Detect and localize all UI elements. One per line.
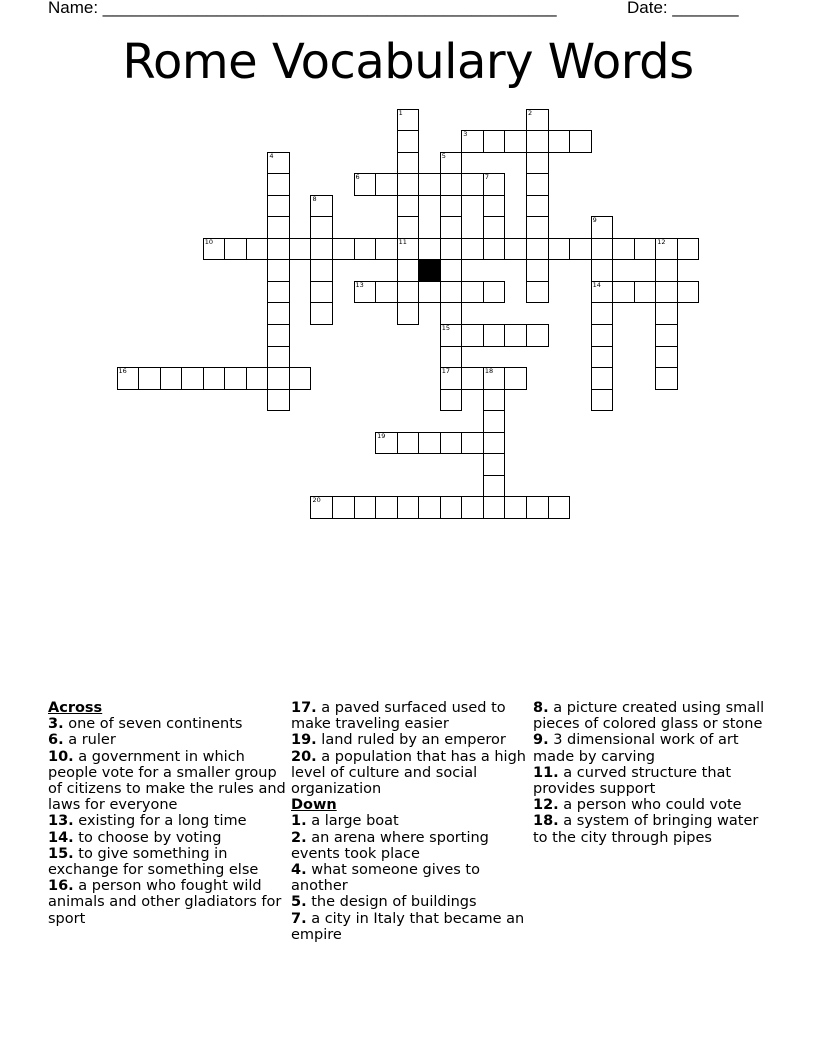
clue-item-number: 11.: [533, 764, 559, 781]
grid-cell[interactable]: [440, 238, 463, 261]
clue-item: [533, 700, 773, 732]
grid-cell[interactable]: [203, 238, 226, 261]
grid-cell[interactable]: [483, 389, 506, 412]
clue-item: [48, 846, 288, 878]
clue-item: [291, 911, 531, 943]
across-clue-list-continued: [291, 700, 531, 797]
grid-cell[interactable]: [310, 302, 333, 325]
across-clue-list: [48, 716, 288, 927]
grid-cell[interactable]: [332, 496, 355, 519]
grid-cell[interactable]: [397, 259, 420, 282]
grid-cell[interactable]: [440, 195, 463, 218]
grid-cell[interactable]: [267, 281, 290, 304]
grid-cell[interactable]: [655, 281, 678, 304]
grid-cell[interactable]: [591, 302, 614, 325]
clue-item: [291, 700, 531, 732]
grid-cell[interactable]: [418, 496, 441, 519]
clue-item-number: 1.: [291, 813, 307, 830]
grid-cell[interactable]: [418, 281, 441, 304]
grid-cell[interactable]: [526, 130, 549, 153]
grid-cell[interactable]: [267, 302, 290, 325]
grid-cell[interactable]: [440, 389, 463, 412]
clue-item-text: the design of buildings: [306, 894, 477, 911]
grid-cell[interactable]: [354, 281, 377, 304]
grid-cell[interactable]: [591, 389, 614, 412]
grid-cell[interactable]: [267, 216, 290, 239]
grid-cell[interactable]: [548, 496, 571, 519]
clue-item-number: 2.: [291, 829, 307, 846]
clue-item-number: 7.: [291, 910, 307, 927]
grid-cell[interactable]: [461, 432, 484, 455]
grid-cell[interactable]: [483, 367, 506, 390]
grid-cell[interactable]: [526, 324, 549, 347]
grid-cell[interactable]: [483, 195, 506, 218]
clue-item-number: 10.: [48, 748, 74, 765]
grid-cell[interactable]: [655, 346, 678, 369]
grid-cell[interactable]: [267, 324, 290, 347]
grid-cell[interactable]: [267, 389, 290, 412]
grid-cell[interactable]: [440, 302, 463, 325]
grid-cell[interactable]: [397, 432, 420, 455]
grid-cell[interactable]: [440, 216, 463, 239]
grid-cell[interactable]: [526, 281, 549, 304]
clue-item-number: 17.: [291, 700, 317, 716]
grid-cell[interactable]: [267, 195, 290, 218]
clue-item: [533, 732, 773, 764]
grid-cell[interactable]: [634, 238, 657, 261]
grid-cell[interactable]: [526, 496, 549, 519]
clue-number: 10: [204, 237, 213, 246]
clue-item-number: 4.: [291, 862, 307, 879]
grid-cell[interactable]: [526, 259, 549, 282]
across-heading: Across: [48, 700, 103, 716]
clue-item-number: 9.: [533, 732, 549, 749]
clue-item: [291, 813, 531, 829]
grid-cell[interactable]: [246, 238, 269, 261]
grid-cell[interactable]: [483, 410, 506, 433]
grid-black-square: [418, 259, 441, 282]
clue-number: 15: [441, 324, 451, 332]
grid-cell[interactable]: [397, 130, 420, 153]
grid-cell[interactable]: [289, 238, 312, 261]
clue-item-text: to choose by voting: [73, 829, 222, 846]
grid-cell[interactable]: [246, 367, 269, 390]
grid-cell[interactable]: [526, 173, 549, 196]
grid-cell[interactable]: [483, 173, 506, 196]
clue-item: [533, 813, 773, 845]
clue-item-text: a system of bringing water to the city through pipes: [533, 813, 759, 846]
name-field[interactable]: Name: ________________________________________________: [48, 0, 557, 17]
clue-number: 12: [657, 237, 666, 246]
clue-item-number: 19.: [291, 732, 317, 749]
grid-cell[interactable]: [310, 259, 333, 282]
clue-item-text: 3 dimensional work of art made by carving: [533, 732, 739, 765]
grid-cell[interactable]: [267, 238, 290, 261]
grid-cell[interactable]: [267, 367, 290, 390]
grid-cell[interactable]: [440, 324, 463, 347]
grid-cell[interactable]: [483, 432, 506, 455]
grid-cell[interactable]: [526, 216, 549, 239]
clue-item-number: 20.: [291, 748, 317, 765]
clue-number: 14: [592, 280, 601, 289]
clue-item-number: 8.: [533, 700, 549, 716]
clue-item-text: one of seven continents: [63, 716, 243, 733]
grid-cell[interactable]: [310, 195, 333, 218]
clue-item: [48, 830, 288, 846]
clue-item-text: land ruled by an emperor: [316, 732, 506, 749]
grid-cell[interactable]: [591, 238, 614, 261]
grid-cell[interactable]: [310, 216, 333, 239]
clue-item-text: a city in Italy that became an empire: [291, 910, 525, 943]
grid-cell[interactable]: [203, 367, 226, 390]
grid-cell[interactable]: [440, 346, 463, 369]
grid-cell[interactable]: [289, 367, 312, 390]
grid-cell[interactable]: [440, 496, 463, 519]
clues-column-2: [291, 700, 531, 943]
clue-item-text: a person who could vote: [558, 797, 742, 814]
grid-cell[interactable]: [548, 130, 571, 153]
grid-cell[interactable]: [526, 195, 549, 218]
clue-item: [48, 732, 288, 748]
grid-cell[interactable]: [591, 367, 614, 390]
grid-cell[interactable]: [612, 238, 635, 261]
clue-item: [291, 894, 531, 910]
clue-item-text: a government in which people vote for a smaller group of citizens to make the rules and laws for everyone: [48, 748, 286, 814]
clue-item-number: 12.: [533, 797, 559, 814]
grid-cell[interactable]: [504, 238, 527, 261]
clue-number: 11: [398, 237, 407, 246]
grid-cell[interactable]: [526, 152, 549, 175]
down-clue-list-continued: [533, 700, 773, 846]
grid-cell[interactable]: [483, 496, 506, 519]
clue-item-number: 6.: [48, 732, 64, 749]
grid-cell[interactable]: [397, 173, 420, 196]
grid-cell[interactable]: [655, 302, 678, 325]
clue-item: [291, 862, 531, 894]
clue-item: [533, 765, 773, 797]
grid-cell[interactable]: [418, 173, 441, 196]
clue-item: [291, 732, 531, 748]
grid-cell[interactable]: [591, 346, 614, 369]
clue-number: 16: [118, 367, 127, 376]
clue-number: 1: [398, 108, 403, 117]
grid-cell[interactable]: [569, 130, 592, 153]
grid-cell[interactable]: [418, 432, 441, 455]
grid-cell[interactable]: [461, 238, 484, 261]
grid-cell[interactable]: [591, 281, 614, 304]
grid-cell[interactable]: [397, 195, 420, 218]
clue-item-number: 18.: [533, 813, 559, 830]
grid-cell[interactable]: [591, 324, 614, 347]
grid-cell[interactable]: [483, 238, 506, 261]
grid-cell[interactable]: [483, 324, 506, 347]
grid-cell[interactable]: [655, 324, 678, 347]
clue-item: [533, 797, 773, 813]
clue-number: 2: [527, 108, 533, 117]
grid-cell[interactable]: [224, 238, 247, 261]
grid-cell[interactable]: [461, 496, 484, 519]
clue-number: 17: [441, 367, 451, 376]
clue-item-text: what someone gives to another: [291, 862, 480, 895]
clue-number: 20: [312, 496, 321, 505]
grid-cell[interactable]: [483, 216, 506, 239]
clues-column-3: [533, 700, 773, 846]
clue-item-number: 15.: [48, 845, 74, 862]
grid-cell[interactable]: [591, 259, 614, 282]
clue-item-text: a person who fought wild animals and other gladiators for sport: [48, 878, 282, 927]
clue-item: [291, 830, 531, 862]
clue-number: 7: [484, 173, 489, 182]
clue-item-text: a ruler: [63, 732, 116, 749]
clue-item-text: a population that has a high level of culture and social organization: [291, 748, 526, 798]
grid-cell[interactable]: [655, 259, 678, 282]
grid-cell[interactable]: [397, 281, 420, 304]
clue-number: 6: [355, 173, 360, 182]
grid-cell[interactable]: [310, 281, 333, 304]
grid-cell[interactable]: [332, 238, 355, 261]
grid-cell[interactable]: [483, 281, 506, 304]
clue-item-number: 14.: [48, 829, 74, 846]
grid-cell[interactable]: [267, 346, 290, 369]
grid-cell[interactable]: [181, 367, 204, 390]
grid-cell[interactable]: [440, 152, 463, 175]
clue-item-number: 3.: [48, 716, 64, 733]
grid-cell[interactable]: [397, 496, 420, 519]
grid-cell[interactable]: [634, 281, 657, 304]
grid-cell[interactable]: [418, 238, 441, 261]
page-title: Rome Vocabulary Words: [122, 34, 694, 90]
clue-item-text: to give something in exchange for something else: [48, 845, 259, 879]
grid-cell[interactable]: [354, 496, 377, 519]
grid-cell[interactable]: [397, 109, 420, 132]
grid-cell[interactable]: [138, 367, 161, 390]
clue-number: 4: [269, 151, 274, 160]
clue-item-number: 16.: [48, 878, 74, 895]
grid-cell[interactable]: [375, 238, 398, 261]
clue-number: 18: [484, 367, 494, 376]
grid-cell[interactable]: [440, 432, 463, 455]
clue-number: 13: [355, 280, 364, 289]
clue-number: 9: [592, 216, 597, 225]
grid-cell[interactable]: [504, 367, 527, 390]
clue-item-text: existing for a long time: [73, 813, 247, 830]
grid-cell[interactable]: [397, 238, 420, 261]
grid-cell[interactable]: [354, 238, 377, 261]
grid-cell[interactable]: [375, 281, 398, 304]
grid-cell[interactable]: [267, 173, 290, 196]
grid-cell[interactable]: [440, 367, 463, 390]
clue-item: [48, 878, 288, 927]
grid-cell[interactable]: [397, 302, 420, 325]
grid-cell[interactable]: [612, 281, 635, 304]
grid-cell[interactable]: [117, 367, 140, 390]
clue-item: [48, 813, 288, 829]
clue-item-number: 13.: [48, 813, 74, 830]
grid-cell[interactable]: [526, 238, 549, 261]
grid-cell[interactable]: [569, 238, 592, 261]
grid-cell[interactable]: [310, 238, 333, 261]
grid-cell[interactable]: [310, 496, 333, 519]
grid-cell[interactable]: [440, 173, 463, 196]
grid-cell[interactable]: [483, 475, 506, 498]
clue-item: [48, 716, 288, 732]
grid-cell[interactable]: [548, 238, 571, 261]
clue-item-text: an arena where sporting events took place: [291, 829, 489, 862]
grid-cell[interactable]: [483, 453, 506, 476]
grid-cell[interactable]: [440, 259, 463, 282]
grid-cell[interactable]: [267, 259, 290, 282]
down-clue-list: [291, 813, 531, 943]
grid-cell[interactable]: [526, 109, 549, 132]
grid-cell[interactable]: [655, 367, 678, 390]
grid-cell[interactable]: [461, 281, 484, 304]
grid-cell[interactable]: [461, 367, 484, 390]
grid-cell[interactable]: [397, 152, 420, 175]
clue-number: 3: [463, 130, 468, 139]
grid-cell[interactable]: [160, 367, 183, 390]
clue-item-text: a curved structure that provides support: [533, 764, 732, 798]
grid-cell[interactable]: [375, 173, 398, 196]
grid-cell[interactable]: [461, 173, 484, 196]
clue-item: [48, 749, 288, 814]
clues-column-1: [48, 700, 288, 927]
grid-cell[interactable]: [504, 130, 527, 153]
grid-cell[interactable]: [397, 216, 420, 239]
date-field[interactable]: Date: _______: [627, 0, 739, 17]
grid-cell[interactable]: [461, 130, 484, 153]
grid-cell[interactable]: [267, 152, 290, 175]
clue-item-text: a paved surfaced used to make traveling easier: [291, 700, 506, 733]
grid-cell[interactable]: [375, 496, 398, 519]
clue-item: [291, 749, 531, 798]
clue-number: 8: [312, 194, 317, 203]
clue-item-text: a picture created using small pieces of colored glass or stone: [533, 700, 765, 733]
grid-cell[interactable]: [655, 238, 678, 261]
grid-cell[interactable]: [677, 281, 700, 304]
clue-number: 19: [377, 431, 386, 440]
grid-cell[interactable]: [354, 173, 377, 196]
grid-cell[interactable]: [504, 324, 527, 347]
grid-cell[interactable]: [591, 216, 614, 239]
clue-item-text: a large boat: [306, 813, 399, 830]
grid-cell[interactable]: [504, 496, 527, 519]
grid-cell[interactable]: [677, 238, 700, 261]
grid-cell[interactable]: [461, 324, 484, 347]
clue-number: 5: [441, 151, 446, 160]
grid-cell[interactable]: [440, 281, 463, 304]
clue-item-number: 5.: [291, 894, 307, 911]
grid-cell[interactable]: [483, 130, 506, 153]
grid-cell[interactable]: [224, 367, 247, 390]
grid-cell[interactable]: [375, 432, 398, 455]
down-heading: Down: [291, 797, 337, 814]
